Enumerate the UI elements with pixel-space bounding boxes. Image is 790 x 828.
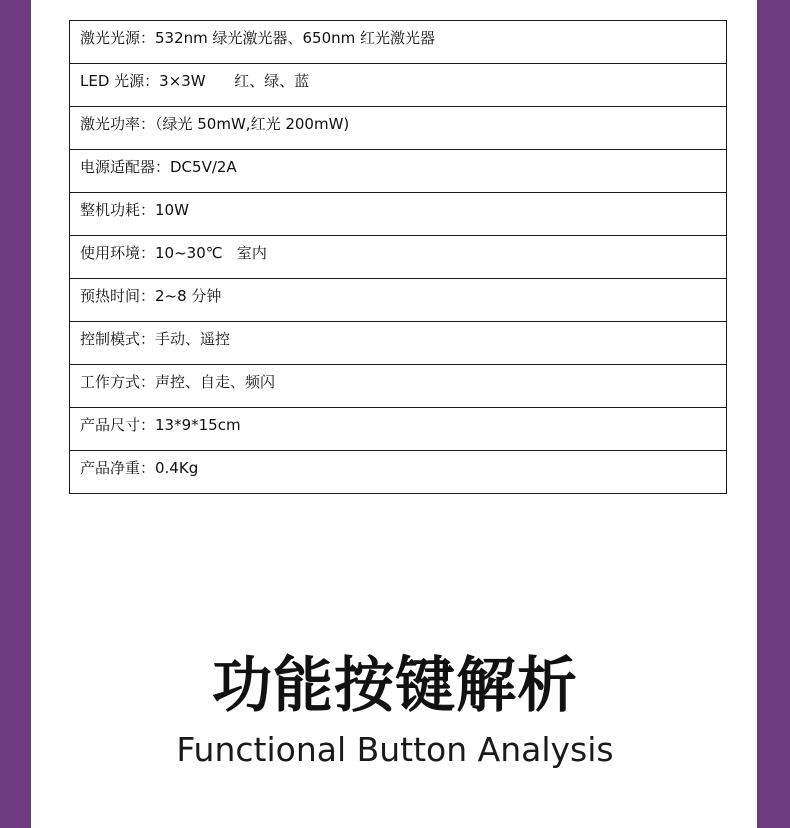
spec-laser-power: 激光功率：（绿光 50mW,红光 200mW): [70, 107, 727, 150]
spec-laser-source: 激光光源：532nm 绿光激光器、650nm 红光激光器: [70, 21, 727, 64]
table-row: [70, 279, 727, 322]
table-row: [70, 107, 727, 150]
table-row: [70, 21, 727, 64]
table-row: [70, 451, 727, 494]
spec-control-mode: 控制模式：手动、遥控: [70, 322, 727, 365]
spec-work-mode: 工作方式：声控、自走、频闪: [70, 365, 727, 408]
spec-power-adapter: 电源适配器：DC5V/2A: [70, 150, 727, 193]
table-row: [70, 193, 727, 236]
spec-warmup-time: 预热时间：2~8 分钟: [70, 279, 727, 322]
spec-table: [69, 20, 727, 494]
table-row: [70, 322, 727, 365]
spec-net-weight: 产品净重：0.4Kg: [70, 451, 727, 494]
spec-power-consumption: 整机功耗：10W: [70, 193, 727, 236]
section-subtitle: Functional Button Analysis: [176, 730, 614, 769]
section-title: 功能按键解析: [212, 651, 578, 721]
table-row: [70, 64, 727, 107]
table-row: [70, 408, 727, 451]
table-row: [70, 150, 727, 193]
spec-environment: 使用环境：10~30℃ 室内: [70, 236, 727, 279]
table-row: [70, 365, 727, 408]
table-row: [70, 236, 727, 279]
spec-product-size: 产品尺寸：13*9*15cm: [70, 408, 727, 451]
spec-led-source: LED 光源：3×3W 红、绿、蓝: [70, 64, 727, 107]
